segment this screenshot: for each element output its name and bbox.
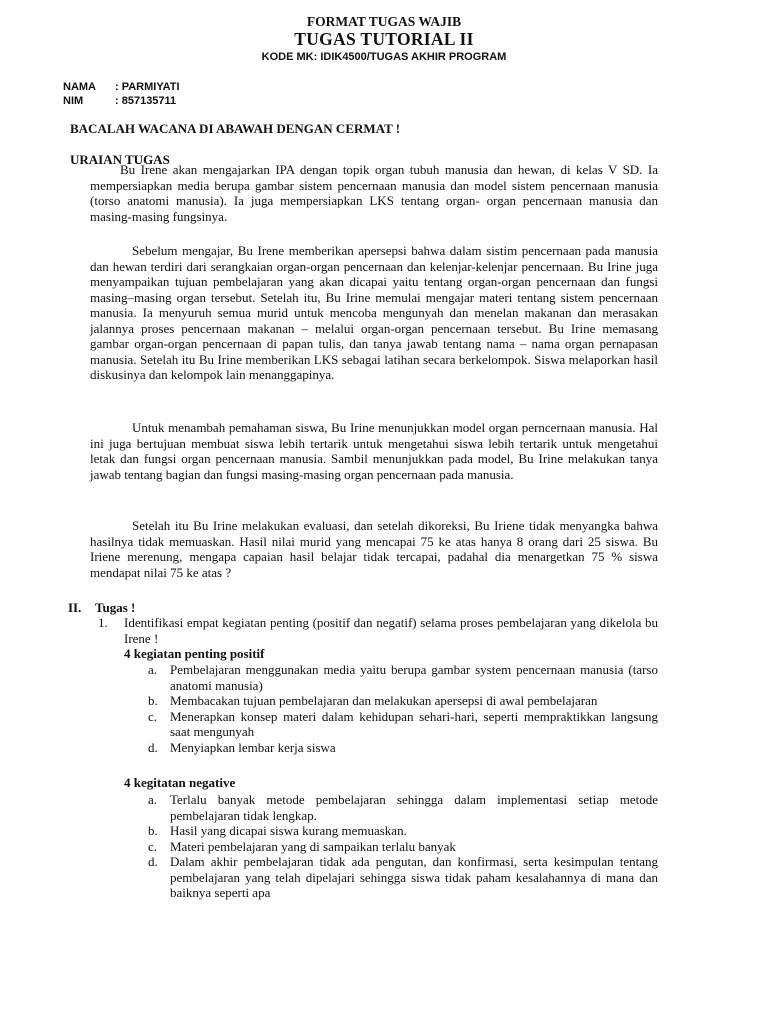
paragraph-3: Untuk menambah pemahaman siswa, Bu Irine menunjukkan model organ perncernaan manusia. Hal ini juga bertujuan membuat siswa lebih tertarik untuk mengetahui siswa lebih tertarik untuk mengetahui letak dan fungsi organ pencernaan manusia. Sambil menunjukkan pada model, Bu Irine melakukan tanya jawab tentang bagian dan fungsi masing-masing organ pencernaan pada manusia.	[90, 420, 658, 482]
list-item	[148, 693, 658, 709]
list-item-text: Membacakan tujuan pembelajaran dan melakukan apersepsi di awal pembelajaran	[170, 693, 598, 708]
tugas-title: Tugas !	[95, 600, 136, 615]
list-item-text: Menerapkan konsep materi dalam kehidupan sehari-hari, seperti mempraktikkan langsung saat mengunyah	[170, 708, 658, 739]
list-item-text: Menyiapkan lembar kerja siswa	[170, 739, 336, 755]
list-item-text: Materi pembelajaran yang di sampaikan terlalu banyak	[170, 838, 456, 854]
paragraph-1: Bu Irene akan mengajarkan IPA dengan topik organ tubuh manusia dan hewan, di kelas V SD. Ia mempersiapkan media berupa gambar sistem pencernaan manusia dan model sistem pencernaan manusia (torso anatomi manusia). Ia juga mempersiapkan LKS tentang organ- organ pencernaan manusia dan masing-masing fungsinya.	[90, 162, 658, 224]
question-1-text: Identifikasi empat kegiatan penting (positif dan negatif) selama proses pembelajaran yang dikelola bu Irene !	[124, 615, 658, 646]
list-item-letter: b.	[148, 823, 158, 838]
list-item	[148, 792, 658, 823]
list-item-letter: c.	[148, 708, 158, 724]
name-label: NAMA	[63, 81, 96, 93]
tugas-number: II.	[68, 600, 82, 615]
list-item-text: Pembelajaran menggunakan media yaitu berupa gambar system pencernaan manusia (tarso anatomi manusia)	[170, 662, 658, 693]
list-item	[148, 740, 658, 756]
tugas-heading	[68, 600, 135, 616]
question-1-number: 1.	[98, 615, 108, 630]
negatif-heading: 4 kegitatan negative	[124, 775, 236, 790]
paragraph-4: Setelah itu Bu Irine melakukan evaluasi, dan setelah dikoreksi, Bu Iriene tidak menyangka bahwa hasilnya tidak memuaskan. Hasil nilai murid yang mencapai 75 ke atas hanya 8 orang dari 25 siswa. Bu Iriene merenung, mengapa capaian hasil belajar tidak tercapai, padahal dia menargetkan 75 % siswa mendapat nilai 75 ke atas ?	[90, 518, 658, 580]
list-item-text: Hasil yang dicapai siswa kurang memuaskan.	[170, 823, 407, 838]
list-item-letter: a.	[148, 792, 158, 807]
header-course-code: KODE MK: IDIK4500/TUGAS AKHIR PROGRAM	[261, 51, 507, 63]
positif-heading: 4 kegiatan penting positif	[124, 646, 265, 661]
list-item	[148, 662, 658, 693]
question-1	[98, 615, 658, 646]
nim-value: : 857135711	[115, 95, 177, 107]
list-item-letter: d.	[148, 854, 158, 869]
student-nim-row	[63, 94, 176, 108]
uraian-heading: URAIAN TUGAS	[70, 152, 170, 167]
list-item	[148, 839, 658, 855]
nim-label: NIM	[63, 95, 84, 107]
list-item-text: Terlalu banyak metode pembelajaran sehingga dalam implementasi setiap metode pembelajaran tidak lengkap.	[170, 792, 658, 823]
list-item	[148, 823, 658, 839]
negatif-list	[148, 792, 658, 901]
list-item-letter: c.	[148, 838, 158, 854]
paragraph-2: Sebelum mengajar, Bu Irene memberikan apersepsi bahwa dalam sistim pencernaan pada manusia dan hewan terdiri dari serangkaian organ-organ pencernaan dan kelenjar-kelenjar pencernaan. Bu Irine juga menyampaikan tujuan pembelajaran yang akan dicapai yaitu tentang organ-organ pencernaan dan fungsi masing–masing organ tersebut. Setelah itu, Bu Irine memulai mengajar materi tentang sistem pencernaan manusia. Ia menyuruh semua murid untuk mencoba mengunyah dan menelan makanan dan merasakan jalannya proses pencernaan makanan – melalui organ-organ pencernaan tersebut. Bu Irine memasang gambar organ-organ pencernaan di papan tulis, dan tanya jawab tentang nama – nama organ pernapasan manusia. Setelah itu Bu Irine memberikan LKS sebagai latihan secara berkelompok. Siswa melaporkan hasil diskusinya dan kelompok lain menanggapinya.	[90, 243, 658, 382]
positif-list	[148, 662, 658, 755]
list-item-letter: b.	[148, 693, 158, 708]
header-format-title: FORMAT TUGAS WAJIB	[306, 14, 462, 29]
reading-instruction: BACALAH WACANA DI ABAWAH DENGAN CERMAT !	[70, 121, 401, 136]
name-value: : PARMIYATI	[115, 81, 180, 93]
list-item	[148, 709, 658, 740]
list-item	[148, 854, 658, 901]
list-item-letter: d.	[148, 739, 158, 755]
list-item-text: Dalam akhir pembelajaran tidak ada pengutan, dan konfirmasi, serta kesimpulan tentang pembelajaran yang telah dipelajari sehingga siswa tidak paham kesalahannya di mana dan baiknya seperti apa	[170, 854, 658, 900]
student-name-row	[63, 80, 180, 94]
list-item-letter: a.	[148, 662, 158, 677]
header-tutorial-title: TUGAS TUTORIAL II	[294, 29, 474, 49]
